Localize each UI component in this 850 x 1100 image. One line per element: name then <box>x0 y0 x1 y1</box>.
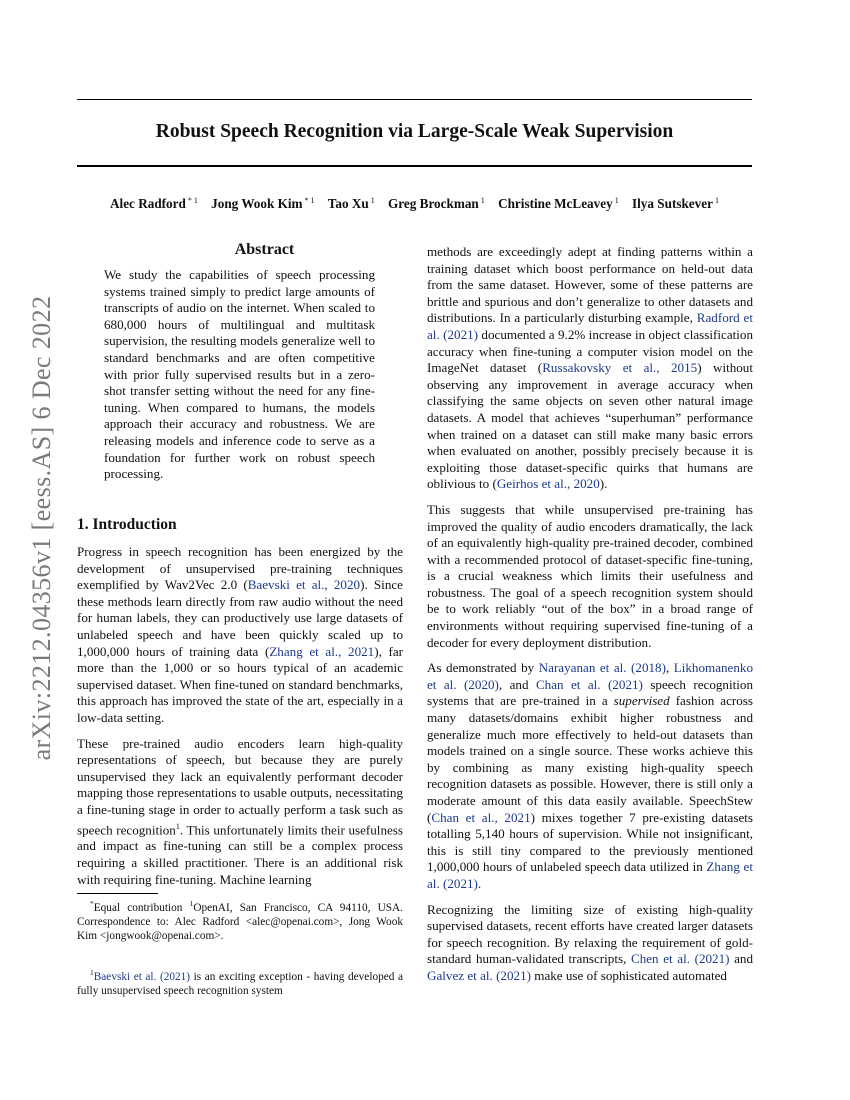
arxiv-identifier: arXiv:2212.04356v1 [eess.AS] 6 Dec 2022 <box>27 295 56 761</box>
citation-link[interactable]: Chan et al., 2021 <box>431 809 531 825</box>
paper-title: Robust Speech Recognition via Large-Scale Weak Supervision <box>155 121 674 142</box>
author-list <box>77 196 752 212</box>
citation-link[interactable]: Likhomanenko et al. (2020) <box>427 660 754 692</box>
paragraph: Progress in speech recognition has been energized by the development of unsupervised pre-training techniques exemplified by Wav2Vec 2.0 (Baevski et al., 2020). Since these methods learn directly from raw audio without the need for human labels, they can productively use large datasets of unlabeled speech and have been quickly scaled up to 1,000,000 hours of training data (Zhang et al., 2021), far more than the 1,000 or so hours typical of an academic supervised dataset. When fine-tuned on standard benchmarks, this approach has improved the state of the art, especially in a low-data setting. <box>77 544 403 725</box>
right-column <box>427 244 753 994</box>
footnote-affiliation: *Equal contribution $^1$OpenAI, San Francisco, CA 94110, USA. Correspondence to: Alec Radford <alec@openai.com>, Jong Wook Kim <jongwook@openai.com>. <box>77 899 403 942</box>
citation-link[interactable]: Narayanan et al. (2018) <box>538 660 666 676</box>
citation-link[interactable]: Chan et al. (2021) <box>535 676 643 692</box>
paragraph: Recognizing the limiting size of existing high-quality supervised datasets, recent efforts have created larger datasets for speech recognition. By relaxing the requirement of gold-standard human-validated transcripts, Chen et al. (2021) and Galvez et al. (2021) make use of sophisticated automated <box>427 901 754 983</box>
paragraph: As demonstrated by Narayanan et al. (2018), Likhomanenko et al. (2020), and Chan et al. (2021) speech recognition systems that are pre-trained in a supervised fashion across many datasets/domains exhibit higher robustness and generalize much more effectively to held-out datasets than models trained on a single source. These works achieve this by combining as many existing high-quality speech recognition datasets as possible. However, there is still only a moderate amount of this data easily available. SpeechStew (Chan et al., 2021) mixes together 7 pre-existing datasets totalling 5,140 hours of supervision. While not insignificant, this is still tiny compared to the previously mentioned 1,000,000 hours of unlabeled speech data utilized in Zhang et al. (2021). <box>427 660 754 891</box>
footnote-rule <box>77 893 158 894</box>
citation-link[interactable]: Russakovsky et al., 2015 <box>542 360 698 376</box>
author: Alec Radford $^{* 1}$ <box>110 196 198 212</box>
citation-link[interactable]: Zhang et al., 2021 <box>269 643 375 659</box>
citation-link[interactable]: Zhang et al. (2021) <box>427 859 753 891</box>
author: Greg Brockman $^1$ <box>388 196 485 212</box>
paragraph: These pre-trained audio encoders learn high-quality representations of speech, but because they are purely unsupervised they lack an equivalently performant decoder mapping those representations to usable outputs, necessitating a fine-tuning stage in order to actually perform a task such as speech recognition$^1$. This unfortunately limits their usefulness and impact as fine-tuning can still be a complex process requiring a skilled practitioner. There is an additional risk with requiring fine-tuning. Machine learning <box>77 735 403 887</box>
author: Jong Wook Kim $^{* 1}$ <box>211 196 315 212</box>
abstract-text: We study the capabilities of speech processing systems trained simply to predict large amounts of transcripts of audio on the internet. When scaled to 680,000 hours of multilingual and multitask supervision, the resulting models generalize well to standard benchmarks and are often competitive with prior fully supervised results but in a zero-shot transfer setting without the need for any fine-tuning. When compared to humans, the models approach their accuracy and robustness. We are releasing models and inference code to serve as a foundation for further work on robust speech processing. <box>104 267 375 482</box>
author: Tao Xu $^1$ <box>327 196 375 212</box>
paragraph: methods are exceedingly adept at finding patterns within a training dataset which boost performance on held-out data from the same dataset. However, some of these patterns are brittle and spurious and don’t generalize to other datasets and distributions. In a particularly disturbing example, Radford et al. (2021) documented a 9.2% increase in object classification accuracy when fine-tuning a computer vision model on the ImageNet dataset (Russakovsky et al., 2015) without observing any improvement in average accuracy when classifying the same objects on seven other natural image datasets. A model that achieves “superhuman” performance when trained on a dataset can still make many basic errors when evaluated on another, possibly precisely because it is exploiting those dataset-specific quirks that humans are oblivious to (Geirhos et al., 2020). <box>427 244 754 492</box>
left-column <box>77 544 403 897</box>
author: Christine McLeavey $^1$ <box>498 196 619 212</box>
citation-link[interactable]: Galvez et al. (2021) <box>427 967 531 983</box>
citation-link[interactable]: Baevski et al. (2021) <box>93 970 191 983</box>
paragraph: This suggests that while unsupervised pre-training has improved the quality of audio encoders dramatically, the lack of an equivalently high-quality pre-trained decoder, combined with a recommended protocol of dataset-specific fine-tuning, is a crucial weakness which limits their usefulness and robustness. The goal of a speech recognition system should be to work reliably “out of the box” in a broad range of environments without requiring supervised fine-tuning of a decoder for every deployment distribution. <box>427 501 753 650</box>
footnote-1: $^1$Baevski et al. (2021) is an exciting exception - having developed a fully unsupervised speech recognition system <box>77 968 403 997</box>
citation-link[interactable]: Radford et al. (2021) <box>427 310 753 342</box>
footnote-marker[interactable]: 1 <box>175 821 180 831</box>
citation-link[interactable]: Chen et al. (2021) <box>630 951 730 967</box>
abstract-heading: Abstract <box>234 241 295 258</box>
author: Ilya Sutskever $^1$ <box>632 196 719 212</box>
section-heading-introduction: 1. Introduction <box>77 516 177 533</box>
top-rule <box>77 99 752 100</box>
citation-link[interactable]: Geirhos et al., 2020 <box>496 476 600 492</box>
title-bottom-rule <box>77 165 752 167</box>
citation-link[interactable]: Baevski et al., 2020 <box>247 577 361 593</box>
